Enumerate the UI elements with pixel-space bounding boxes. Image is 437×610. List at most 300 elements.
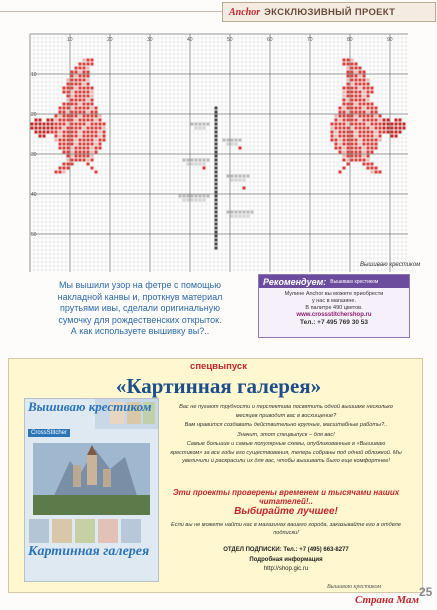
gnome-stitch (347, 135, 350, 138)
leaf-stitch (183, 159, 186, 162)
leaf-stitch (231, 179, 234, 182)
leaf-stitch (207, 159, 210, 162)
recommend-text: В палитре 490 цветов. (305, 305, 363, 311)
gnome-stitch (71, 115, 74, 118)
gnome-stitch (87, 123, 90, 126)
gnome-stitch (71, 87, 74, 90)
gnome-stitch (59, 123, 62, 126)
leaf-stitch (191, 123, 194, 126)
gnome-stitch (367, 79, 370, 82)
gnome-stitch (359, 131, 362, 134)
gnome-stitch (363, 115, 366, 118)
gnome-stitch (347, 159, 350, 162)
gnome-stitch (83, 159, 86, 162)
gnome-stitch (63, 107, 66, 110)
leaf-stitch (243, 215, 246, 218)
heart-stitch (387, 123, 390, 126)
gnome-stitch (63, 163, 66, 166)
leaf-stitch (187, 195, 190, 198)
gnome-stitch (367, 119, 370, 122)
gnome-stitch (343, 63, 346, 66)
leaf-stitch (191, 159, 194, 162)
gnome-stitch (67, 119, 70, 122)
heart-stitch (403, 123, 406, 126)
gnome-stitch (355, 139, 358, 142)
gnome-stitch (355, 131, 358, 134)
tree-stem-stitch (215, 135, 218, 138)
gnome-stitch (355, 151, 358, 154)
gnome-stitch (343, 59, 346, 62)
gnome-stitch (91, 131, 94, 134)
gnome-stitch (75, 123, 78, 126)
gnome-stitch (363, 87, 366, 90)
gnome-stitch (339, 115, 342, 118)
gnome-stitch (91, 159, 94, 162)
gnome-stitch (355, 147, 358, 150)
gnome-stitch (91, 99, 94, 102)
gnome-stitch (75, 115, 78, 118)
gnome-stitch (359, 103, 362, 106)
gnome-stitch (359, 75, 362, 78)
gnome-stitch (75, 143, 78, 146)
leaf-stitch (239, 211, 242, 214)
gnome-stitch (95, 171, 98, 174)
heart-stitch (387, 127, 390, 130)
gnome-stitch (343, 95, 346, 98)
gnome-stitch (347, 111, 350, 114)
gnome-stitch (67, 123, 70, 126)
gnome-stitch (379, 127, 382, 130)
gnome-stitch (79, 123, 82, 126)
gnome-stitch (79, 151, 82, 154)
leaf-stitch (231, 211, 234, 214)
tree-stem-stitch (215, 203, 218, 206)
gnome-stitch (379, 115, 382, 118)
gnome-stitch (347, 75, 350, 78)
gnome-stitch (371, 111, 374, 114)
gnome-stitch (87, 155, 90, 158)
gnome-stitch (75, 75, 78, 78)
heart-stitch (47, 127, 50, 130)
gnome-stitch (359, 83, 362, 86)
gnome-stitch (67, 155, 70, 158)
gnome-stitch (87, 147, 90, 150)
gnome-stitch (75, 155, 78, 158)
gnome-stitch (351, 79, 354, 82)
gnome-stitch (355, 75, 358, 78)
gnome-stitch (335, 131, 338, 134)
leaf-stitch (199, 163, 202, 166)
gnome-stitch (71, 139, 74, 142)
magazine-cover (24, 398, 159, 582)
heart-stitch (47, 123, 50, 126)
gnome-stitch (335, 147, 338, 150)
x-tick-label: 40 (187, 37, 193, 43)
cover-badge: CrossStitcher (28, 429, 70, 437)
gnome-stitch (75, 79, 78, 82)
gnome-stitch (359, 143, 362, 146)
gnome-stitch (351, 151, 354, 154)
header-banner (222, 2, 436, 22)
gnome-stitch (351, 63, 354, 66)
gnome-stitch (367, 139, 370, 142)
gnome-stitch (91, 111, 94, 114)
gnome-stitch (59, 115, 62, 118)
gnome-stitch (91, 95, 94, 98)
gnome-stitch (71, 99, 74, 102)
heart-stitch (399, 131, 402, 134)
gnome-stitch (95, 119, 98, 122)
special-cta: Эти проекты проверены временем и тысячами наших читателей!.. (172, 488, 400, 506)
leaf-stitch (203, 159, 206, 162)
gnome-stitch (359, 79, 362, 82)
caption-line: А как используете вышивку вы?.. (70, 326, 210, 336)
gnome-stitch (63, 151, 66, 154)
gnome-stitch (87, 119, 90, 122)
recommend-brand: Вышиваю крестиком (330, 278, 379, 285)
leaf-stitch (231, 143, 234, 146)
gnome-stitch (355, 95, 358, 98)
recommend-text: у нас в магазине. (311, 298, 357, 304)
leaf-stitch (235, 179, 238, 182)
gnome-stitch (55, 139, 58, 142)
cover-logo: Вышиваю крестиком (28, 399, 152, 414)
gnome-stitch (87, 163, 90, 166)
gnome-stitch (59, 143, 62, 146)
gnome-stitch (59, 139, 62, 142)
gnome-stitch (343, 119, 346, 122)
gnome-stitch (371, 139, 374, 142)
gnome-stitch (75, 83, 78, 86)
tree-stem-stitch (215, 195, 218, 198)
x-tick-label: 70 (307, 37, 313, 43)
gnome-stitch (91, 151, 94, 154)
gnome-stitch (91, 107, 94, 110)
gnome-stitch (87, 67, 90, 70)
heart-stitch (35, 127, 38, 130)
gnome-stitch (335, 127, 338, 130)
special-description (170, 403, 402, 467)
gnome-stitch (99, 127, 102, 130)
gnome-stitch (75, 87, 78, 90)
gnome-stitch (79, 143, 82, 146)
gnome-stitch (343, 131, 346, 134)
gnome-stitch (375, 171, 378, 174)
gnome-stitch (367, 115, 370, 118)
gnome-stitch (351, 103, 354, 106)
pattern-signature: Вышиваю крестиком (360, 262, 421, 268)
berry-stitch (239, 147, 242, 150)
page-title: ЭКСКЛЮЗИВНЫЙ ПРОЕКТ (264, 6, 396, 18)
tree-stem-stitch (215, 107, 218, 110)
gnome-stitch (359, 95, 362, 98)
gnome-stitch (83, 59, 86, 62)
gnome-stitch (71, 75, 74, 78)
recommend-url-link[interactable]: www.crossstitchershop.ru (296, 312, 372, 318)
gnome-stitch (335, 119, 338, 122)
gnome-stitch (335, 115, 338, 118)
gnome-stitch (355, 107, 358, 110)
gnome-stitch (83, 135, 86, 138)
gnome-stitch (371, 131, 374, 134)
gnome-stitch (55, 135, 58, 138)
gnome-stitch (347, 107, 350, 110)
gnome-stitch (343, 167, 346, 170)
gnome-stitch (83, 67, 86, 70)
gnome-stitch (87, 103, 90, 106)
gnome-stitch (87, 115, 90, 118)
gnome-stitch (83, 63, 86, 66)
tree-stem-stitch (215, 219, 218, 222)
cross-stitch-pattern (30, 34, 421, 272)
heart-stitch (47, 131, 50, 134)
gnome-stitch (371, 127, 374, 130)
heart-stitch (395, 127, 398, 130)
heart-stitch (387, 131, 390, 134)
leaf-stitch (195, 159, 198, 162)
leaf-stitch (195, 123, 198, 126)
gnome-stitch (355, 83, 358, 86)
heart-stitch (39, 135, 42, 138)
gnome-stitch (379, 123, 382, 126)
leaf-stitch (199, 127, 202, 130)
special-note: Если вы не можете найти нас в магазинах вашего города, заказывайте его в отделе подписки! (171, 522, 401, 536)
heart-stitch (35, 131, 38, 134)
special-paragraph: Вас не пугают трудности и перспектива посвятить одной вышивке несколько месяцев приводит вас в восхищение? (179, 404, 393, 419)
gnome-stitch (87, 59, 90, 62)
gnome-stitch (95, 143, 98, 146)
gnome-stitch (343, 151, 346, 154)
gnome-stitch (67, 95, 70, 98)
berry-stitch (203, 167, 206, 170)
heart-stitch (399, 127, 402, 130)
gnome-stitch (371, 115, 374, 118)
gnome-stitch (51, 131, 54, 134)
gnome-stitch (351, 155, 354, 158)
leaf-stitch (235, 143, 238, 146)
gnome-stitch (379, 131, 382, 134)
gnome-stitch (371, 107, 374, 110)
gnome-stitch (347, 71, 350, 74)
heart-stitch (31, 123, 34, 126)
gnome-stitch (87, 143, 90, 146)
gnome-stitch (83, 75, 86, 78)
x-tick-label: 10 (67, 37, 73, 43)
gnome-stitch (347, 103, 350, 106)
gnome-stitch (63, 135, 66, 138)
gnome-stitch (63, 127, 66, 130)
leaf-stitch (231, 215, 234, 218)
gnome-stitch (83, 131, 86, 134)
gnome-stitch (339, 135, 342, 138)
gnome-stitch (95, 111, 98, 114)
gnome-stitch (367, 99, 370, 102)
gnome-stitch (75, 67, 78, 70)
gnome-stitch (83, 115, 86, 118)
tree-stem-stitch (215, 231, 218, 234)
leaf-stitch (239, 139, 242, 142)
gnome-stitch (343, 111, 346, 114)
gnome-stitch (371, 87, 374, 90)
gnome-stitch (335, 135, 338, 138)
leaf-stitch (227, 143, 230, 146)
gnome-stitch (95, 115, 98, 118)
gnome-stitch (87, 131, 90, 134)
gnome-stitch (75, 131, 78, 134)
gnome-stitch (55, 171, 58, 174)
gnome-stitch (347, 59, 350, 62)
gnome-stitch (71, 159, 74, 162)
gnome-stitch (359, 111, 362, 114)
gnome-stitch (75, 95, 78, 98)
gnome-stitch (67, 147, 70, 150)
gnome-stitch (347, 139, 350, 142)
gnome-stitch (375, 119, 378, 122)
special-paragraph: Самые большие и самые популярные схемы, опубликованные в «Вышиваю крестиком» за все годы его существования, теперь собраны под одной обложкой. Мы увеличили и раскрасили их для вас, чтобы вышивать было еще комфортнее! (170, 441, 402, 464)
heart-stitch (43, 131, 46, 134)
gnome-stitch (79, 79, 82, 82)
recommend-title: Рекомендуем: (263, 276, 327, 287)
gnome-stitch (75, 99, 78, 102)
gnome-stitch (59, 167, 62, 170)
gnome-stitch (75, 147, 78, 150)
gnome-stitch (75, 71, 78, 74)
gnome-stitch (75, 119, 78, 122)
gnome-stitch (71, 119, 74, 122)
gnome-stitch (367, 91, 370, 94)
gnome-stitch (91, 115, 94, 118)
heart-stitch (395, 123, 398, 126)
gnome-stitch (355, 159, 358, 162)
gnome-stitch (79, 155, 82, 158)
gnome-stitch (87, 71, 90, 74)
gnome-stitch (359, 67, 362, 70)
heart-stitch (399, 119, 402, 122)
gnome-stitch (103, 139, 106, 142)
heart-stitch (31, 127, 34, 130)
gnome-stitch (359, 147, 362, 150)
gnome-stitch (355, 91, 358, 94)
gnome-stitch (55, 127, 58, 130)
gnome-stitch (363, 123, 366, 126)
gnome-stitch (55, 123, 58, 126)
gnome-stitch (363, 131, 366, 134)
gnome-stitch (63, 171, 66, 174)
gnome-stitch (67, 91, 70, 94)
gnome-stitch (331, 135, 334, 138)
leaf-stitch (199, 195, 202, 198)
gnome-stitch (359, 123, 362, 126)
gnome-stitch (347, 131, 350, 134)
gnome-stitch (355, 111, 358, 114)
gnome-stitch (71, 135, 74, 138)
gnome-stitch (95, 127, 98, 130)
tree-stem-stitch (215, 127, 218, 130)
tree-stem-stitch (215, 247, 218, 250)
tree-stem-stitch (215, 187, 218, 190)
gnome-stitch (79, 127, 82, 130)
gnome-stitch (87, 75, 90, 78)
leaf-stitch (199, 159, 202, 162)
gnome-stitch (363, 163, 366, 166)
leaf-stitch (203, 199, 206, 202)
gnome-stitch (347, 143, 350, 146)
gnome-stitch (379, 139, 382, 142)
gnome-stitch (375, 135, 378, 138)
shop-url-link[interactable]: http://shop.gic.ru (263, 566, 309, 572)
gnome-stitch (375, 143, 378, 146)
gnome-stitch (363, 75, 366, 78)
gnome-stitch (351, 59, 354, 62)
leaf-stitch (235, 175, 238, 178)
gnome-stitch (79, 95, 82, 98)
gnome-stitch (87, 107, 90, 110)
leaf-stitch (187, 163, 190, 166)
gnome-stitch (359, 71, 362, 74)
gnome-stitch (79, 75, 82, 78)
gnome-stitch (355, 103, 358, 106)
gnome-stitch (87, 159, 90, 162)
gnome-stitch (67, 163, 70, 166)
gnome-stitch (371, 91, 374, 94)
gnome-stitch (351, 115, 354, 118)
heart-stitch (39, 123, 42, 126)
gnome-stitch (63, 131, 66, 134)
tree-stem-stitch (215, 119, 218, 122)
gnome-stitch (87, 63, 90, 66)
gnome-stitch (359, 151, 362, 154)
gnome-stitch (71, 127, 74, 130)
gnome-stitch (331, 123, 334, 126)
tree-stem-stitch (215, 215, 218, 218)
x-tick-label: 50 (227, 37, 233, 43)
gnome-stitch (67, 99, 70, 102)
special-title: «Картинная галерея» (115, 374, 322, 398)
gnome-stitch (79, 99, 82, 102)
gnome-stitch (83, 151, 86, 154)
gnome-stitch (355, 63, 358, 66)
gnome-stitch (363, 139, 366, 142)
gnome-stitch (67, 127, 70, 130)
gnome-stitch (71, 147, 74, 150)
gnome-stitch (87, 135, 90, 138)
gnome-stitch (351, 159, 354, 162)
gnome-stitch (91, 143, 94, 146)
gnome-stitch (67, 159, 70, 162)
gnome-stitch (363, 103, 366, 106)
gnome-stitch (71, 163, 74, 166)
gnome-stitch (63, 103, 66, 106)
gnome-stitch (63, 87, 66, 90)
gnome-stitch (75, 139, 78, 142)
gnome-stitch (59, 147, 62, 150)
gnome-stitch (59, 119, 62, 122)
tree-stem-stitch (215, 151, 218, 154)
gnome-stitch (91, 63, 94, 66)
caption-line: прутьями ивы, сделали оригинальную (60, 303, 220, 313)
gnome-stitch (351, 107, 354, 110)
gnome-stitch (359, 107, 362, 110)
gnome-stitch (79, 139, 82, 142)
heart-stitch (43, 127, 46, 130)
gnome-stitch (83, 147, 86, 150)
gnome-stitch (363, 91, 366, 94)
gnome-stitch (371, 147, 374, 150)
gnome-stitch (363, 71, 366, 74)
x-tick-label: 30 (147, 37, 153, 43)
gnome-stitch (335, 123, 338, 126)
watermark: Страна Мам (355, 594, 420, 606)
